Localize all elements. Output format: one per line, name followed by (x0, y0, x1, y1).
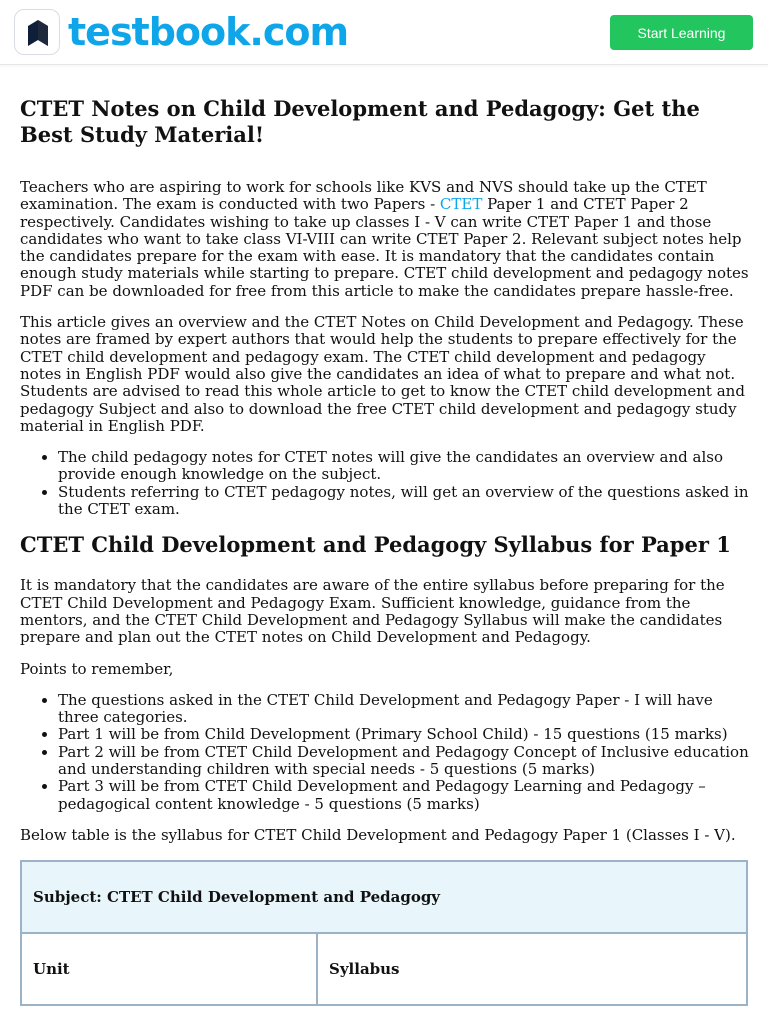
testbook-logo[interactable] (14, 9, 348, 55)
intro-text-before-link: Teachers who are aspiring to work for schools like KVS and NVS should take up the CTET examination. The exam is conducted with two Papers - (20, 178, 707, 214)
list-item: • The questions asked in the CTET Child Development and Pedagogy Paper - I will have three categories. (58, 692, 750, 727)
page-title: CTET Notes on Child Development and Pedagogy: Get the Best Study Material! (20, 96, 700, 147)
list-item: • Part 1 will be from Child Development (Primary School Child) - 15 questions (15 marks) (58, 726, 750, 743)
points-label: Points to remember, (20, 659, 174, 678)
syllabus-table (20, 860, 748, 1006)
intro-text-after-link: Paper 1 and CTET Paper 2 respectively. Candidates wishing to take up classes I - V can write CTET Paper 1 and those candidates who want to take class VI-VIII can write CTET Paper 2. Relevant subject notes help the candidates prepare for the exam with ease. It is mandatory that the candidates contain enough study materials while starting to prepare. CTET child development and pedagogy notes PDF can be downloaded for free from this article to make the candidates prepare hassle-free. (20, 195, 749, 300)
intro-bullet-list (20, 449, 750, 518)
intro-paragraph-1 (20, 179, 750, 300)
syllabus-column-header: Syllabus (317, 933, 747, 1005)
table-column-row (21, 933, 747, 1005)
start-learning-button[interactable]: Start Learning (610, 15, 753, 50)
table-intro: Below table is the syllabus for CTET Child Development and Pedagogy Paper 1 (Classes I - V). (20, 825, 736, 844)
list-item: • Students referring to CTET pedagogy notes, will get an overview of the questions asked in the CTET exam. (58, 484, 750, 519)
article-body (20, 96, 750, 1006)
site-header (0, 0, 768, 65)
intro-paragraph-2: This article gives an overview and the CTET Notes on Child Development and Pedagogy. These notes are framed by expert authors that would help the students to prepare effectively for the CTET child development and pedagogy exam. The CTET child development and pedagogy notes in English PDF would also give the candidates an idea of what to prepare and what not. Students are advised to read this whole article to get to know the CTET child development and pedagogy Subject and also to download the free CTET child development and pedagogy study material in English PDF. (20, 313, 745, 435)
unit-column-header: Unit (21, 933, 317, 1005)
logo-text: testbook.com (68, 10, 349, 54)
list-item: • The child pedagogy notes for CTET notes will give the candidates an overview and also provide enough knowledge on the subject. (58, 449, 750, 484)
points-list (20, 692, 750, 813)
bookmark-icon (14, 9, 60, 55)
subject-header-cell: Subject: CTET Child Development and Pedagogy (21, 861, 747, 933)
list-item: • Part 3 will be from CTET Child Development and Pedagogy Learning and Pedagogy – pedagogical content knowledge - 5 questions (5 marks) (58, 778, 750, 813)
section-paragraph: It is mandatory that the candidates are aware of the entire syllabus before preparing for the CTET Child Development and Pedagogy Exam. Sufficient knowledge, guidance from the mentors, and the CTET Child Development and Pedagogy Syllabus will make the candidates prepare and plan out the CTET notes on Child Development and Pedagogy. (20, 576, 725, 647)
ctet-link[interactable]: CTET (439, 195, 483, 214)
list-item: • Part 2 will be from CTET Child Development and Pedagogy Concept of Inclusive education and understanding children with special needs - 5 questions (5 marks) (58, 744, 750, 779)
section-heading: CTET Child Development and Pedagogy Syllabus for Paper 1 (20, 532, 731, 558)
table-header-row (21, 861, 747, 933)
